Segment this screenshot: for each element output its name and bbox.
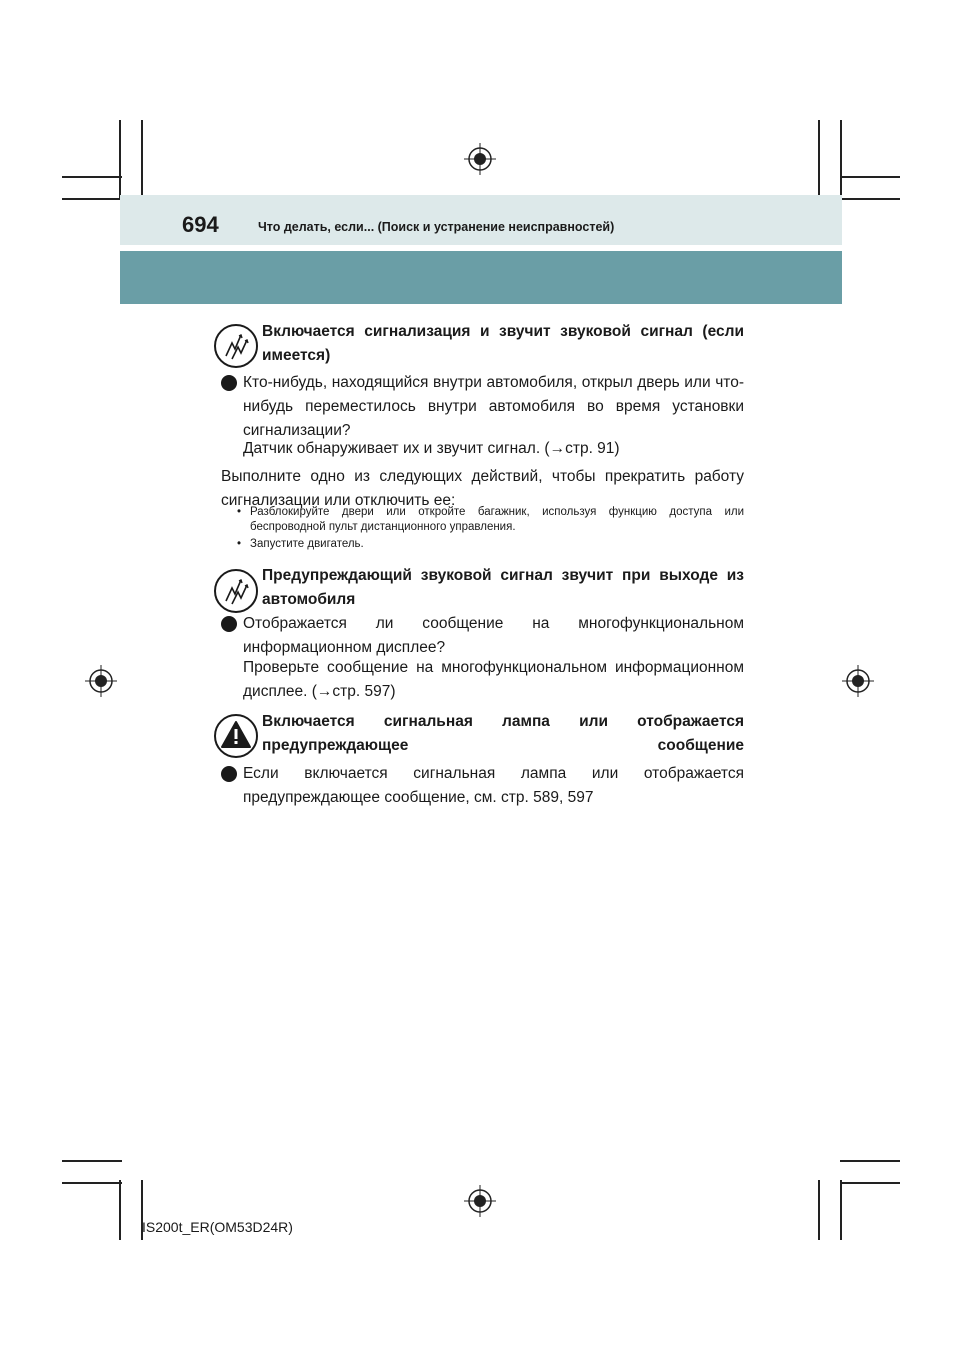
- question-text: Кто-нибудь, находящийся внутри автомобиля, открыл дверь или что-нибудь переместилось внутри автомобиля во время установки сигнализации?: [243, 374, 744, 439]
- registration-target-icon: [85, 665, 117, 697]
- sound-alarm-icon: [213, 323, 259, 369]
- registration-target-icon: [464, 1185, 496, 1217]
- warning-icon: [213, 713, 259, 759]
- crop-mark: [62, 1160, 122, 1162]
- crop-mark: [141, 120, 143, 200]
- section-title: Что делать, если... (Поиск и устранение неисправностей): [258, 220, 615, 234]
- section-heading: Включается сигнализация и звучит звуковой сигнал (если имеется): [262, 323, 744, 364]
- crop-mark: [818, 1180, 820, 1240]
- answer-text: Проверьте сообщение на многофункциональном информационном дисплее. (→стр. 597): [243, 659, 744, 700]
- step-marker: •: [237, 538, 242, 550]
- crop-mark: [840, 1182, 900, 1184]
- section-heading: Включается сигнальная лампа или отображается предупреждающее сообщение: [262, 713, 744, 754]
- step-item: Разблокируйте двери или откройте багажник, используя функцию доступа или беспроводной пульт дистанционного управления.: [250, 506, 744, 533]
- step-marker: •: [237, 506, 242, 518]
- crop-mark: [62, 198, 122, 200]
- bullet-marker: [221, 375, 237, 391]
- crop-mark: [840, 176, 900, 178]
- answer-text: Датчик обнаруживает их и звучит сигнал. (→стр. 91): [243, 440, 620, 457]
- crop-mark: [840, 120, 842, 200]
- document-code: IS200t_ER(OM53D24R): [142, 1219, 293, 1235]
- question-text: Если включается сигнальная лампа или отображается предупреждающее сообщение, см. стр. 589, 597: [243, 765, 744, 806]
- crop-mark: [840, 1180, 842, 1240]
- crop-mark: [840, 1160, 900, 1162]
- bullet-marker: [221, 766, 237, 782]
- section-band: [120, 251, 842, 304]
- crop-mark: [840, 198, 900, 200]
- crop-mark: [119, 1180, 121, 1240]
- section-heading: Предупреждающий звуковой сигнал звучит при выходе из автомобиля: [262, 567, 744, 608]
- page-number: 694: [182, 212, 219, 237]
- bullet-marker: [221, 616, 237, 632]
- step-item: Запустите двигатель.: [250, 538, 364, 550]
- registration-target-icon: [464, 143, 496, 175]
- question-text: Отображается ли сообщение на многофункциональном информационном дисплее?: [243, 615, 744, 656]
- crop-mark: [818, 120, 820, 200]
- instruction-text: Выполните одно из следующих действий, чтобы прекратить работу сигнализации или отключить ее:: [221, 468, 744, 509]
- sound-alarm-icon: [213, 568, 259, 614]
- crop-mark: [62, 176, 122, 178]
- crop-mark: [62, 1182, 122, 1184]
- crop-mark: [119, 120, 121, 200]
- registration-target-icon: [842, 665, 874, 697]
